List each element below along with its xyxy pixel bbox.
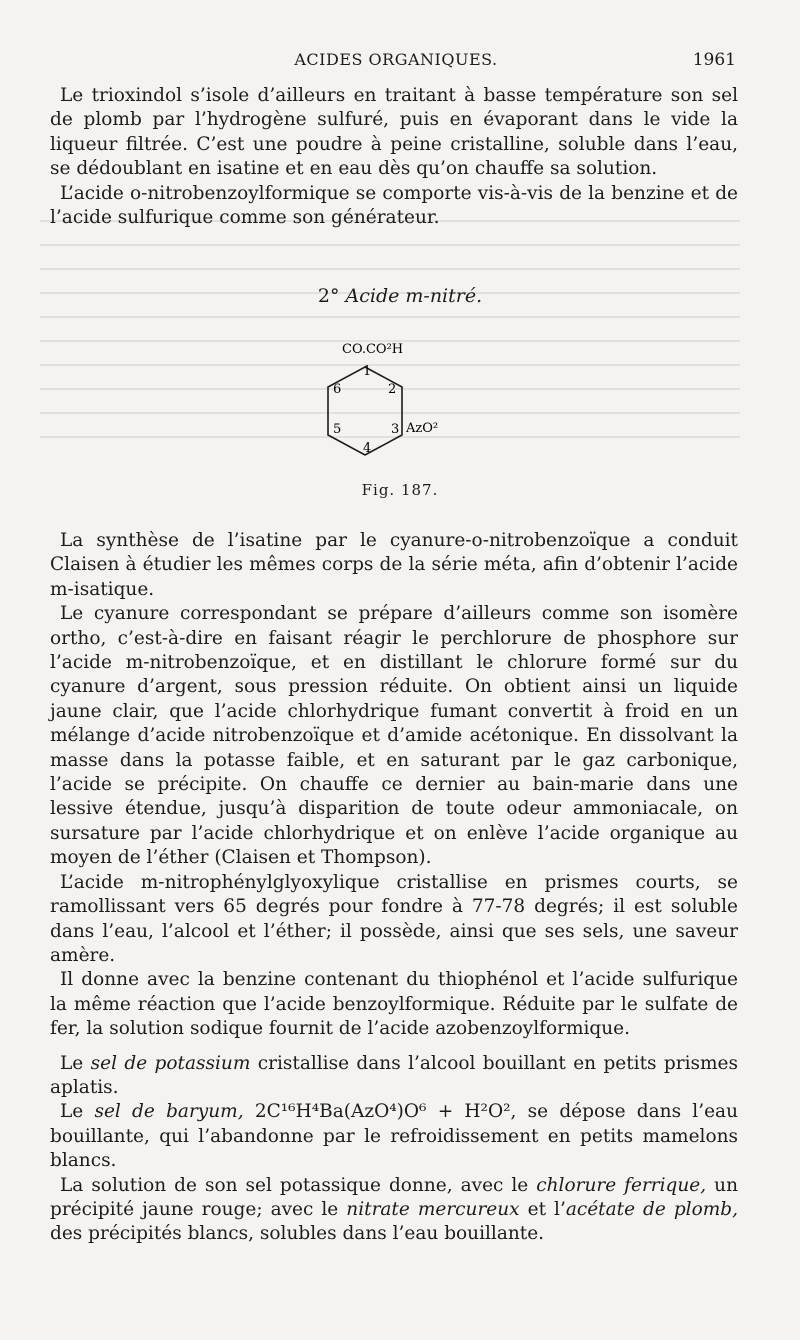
position-3: 3	[391, 422, 400, 437]
benzene-ring-diagram	[300, 335, 500, 485]
paragraph-trioxindol: Le trioxindol s’isole d’ailleurs en traitant à basse température son sel de plomb par l’hydrogène sulfuré, puis en évaporant dans le vide la liqueur filtrée. C’est une poudre à peine cristalline, soluble dans l’eau, se dédoublant en isatine et en eau dès qu’on chauffe sa solution.	[50, 85, 738, 180]
text-rest: 2C¹⁶H⁴Ba(AzO⁴)O⁶ + H²O², se dépose dans l’eau bouillante, qui l’abandonne par le refroidissement en petits mamelons blancs.	[50, 1101, 738, 1172]
paragraph-reactifs	[50, 1174, 738, 1247]
section-number: 2°	[317, 285, 340, 307]
paragraph-nitrobenzoylformique: L’acide o-nitrobenzoylformique se comporte vis-à-vis de la benzine et de l’acide sulfurique comme son générateur.	[50, 182, 738, 229]
text-block-top	[50, 84, 738, 230]
substituent-top: CO.CO²H	[342, 342, 404, 357]
substituent-side: AzO²	[406, 421, 439, 436]
figure-caption-prefix: Fig.	[361, 481, 396, 499]
text-lead: Le	[60, 1101, 84, 1123]
term-sel-baryum: sel de baryum,	[94, 1101, 244, 1123]
paragraph-reaction: Il donne avec la benzine contenant du thiophénol et l’acide sulfurique la même réaction que l’acide benzoylformique. Réduite par le sulfate de fer, la solution sodique fournit de l’acide azobenzoylformique.	[50, 969, 738, 1040]
term-acetate-plomb: acétate de plomb,	[565, 1198, 739, 1220]
position-5: 5	[333, 422, 342, 437]
text-part: La solution de son sel potassique donne, avec le	[60, 1174, 529, 1196]
position-4: 4	[363, 441, 372, 456]
section-title: Acide m-nitré.	[345, 285, 483, 307]
paragraph-proprietes: L’acide m-nitrophénylglyoxylique cristallise en prismes courts, se ramollissant vers 65 degrés pour fondre à 77-78 degrés; il est soluble dans l’eau, l’alcool et l’éther; il possède, ainsi que ses sels, une saveur amère.	[50, 871, 738, 966]
text-rest: cristallise dans l’alcool bouillant en petits prismes aplatis.	[50, 1052, 738, 1098]
text-block-middle	[50, 529, 738, 1247]
page-number: 1961	[692, 50, 736, 70]
benzene-ring-figure	[300, 335, 500, 505]
running-title: ACIDES ORGANIQUES.	[294, 50, 498, 69]
text-lead: Le	[60, 1052, 84, 1074]
position-6: 6	[333, 382, 342, 397]
paragraph-sel-baryum	[50, 1100, 738, 1173]
position-1: 1	[363, 364, 372, 379]
term-sel-potassium: sel de potassium	[90, 1052, 251, 1074]
paragraph-synthese: La synthèse de l’isatine par le cyanure-o-nitrobenzoïque a conduit Claisen à étudier les mêmes corps de la série méta, afin d’obtenir l’acide m-isatique.	[50, 530, 738, 600]
term-nitrate-mercureux: nitrate mercureux	[346, 1198, 520, 1220]
section-heading	[0, 285, 800, 307]
page-header	[56, 50, 736, 80]
figure-caption	[0, 481, 800, 499]
text-part: un précipité jaune rouge; avec le	[50, 1174, 738, 1220]
paragraph-cyanure: Le cyanure correspondant se prépare d’ailleurs comme son isomère ortho, c’est-à-dire en faisant réagir le perchlorure de phosphore sur l’acide m-nitrobenzoïque, et en distillant le chlorure formé sur du cyanure d’argent, sous pression réduite. On obtient ainsi un liquide jaune clair, que l’acide chlorhydrique fumant convertit à froid en un mélange d’acide nitrobenzoïque et d’amide acétonique. En dissolvant la masse dans la potasse faible, et en saturant par le gaz carbonique, l’acide se précipite. On chauffe ce dernier au bain-marie dans une lessive étendue, jusqu’à disparition de toute odeur ammoniacale, on sursature par l’acide chlorhydrique et on enlève l’acide organique au moyen de l’éther (Claisen et Thompson).	[50, 603, 738, 869]
figure-caption-number: 187.	[400, 481, 439, 499]
paragraph-sel-potassium	[50, 1052, 738, 1101]
text-part: des précipités blancs, solubles dans l’eau bouillante.	[50, 1223, 545, 1245]
text-part: et l’	[527, 1198, 566, 1220]
position-2: 2	[388, 382, 397, 397]
term-chlorure-ferrique: chlorure ferrique,	[536, 1174, 707, 1196]
